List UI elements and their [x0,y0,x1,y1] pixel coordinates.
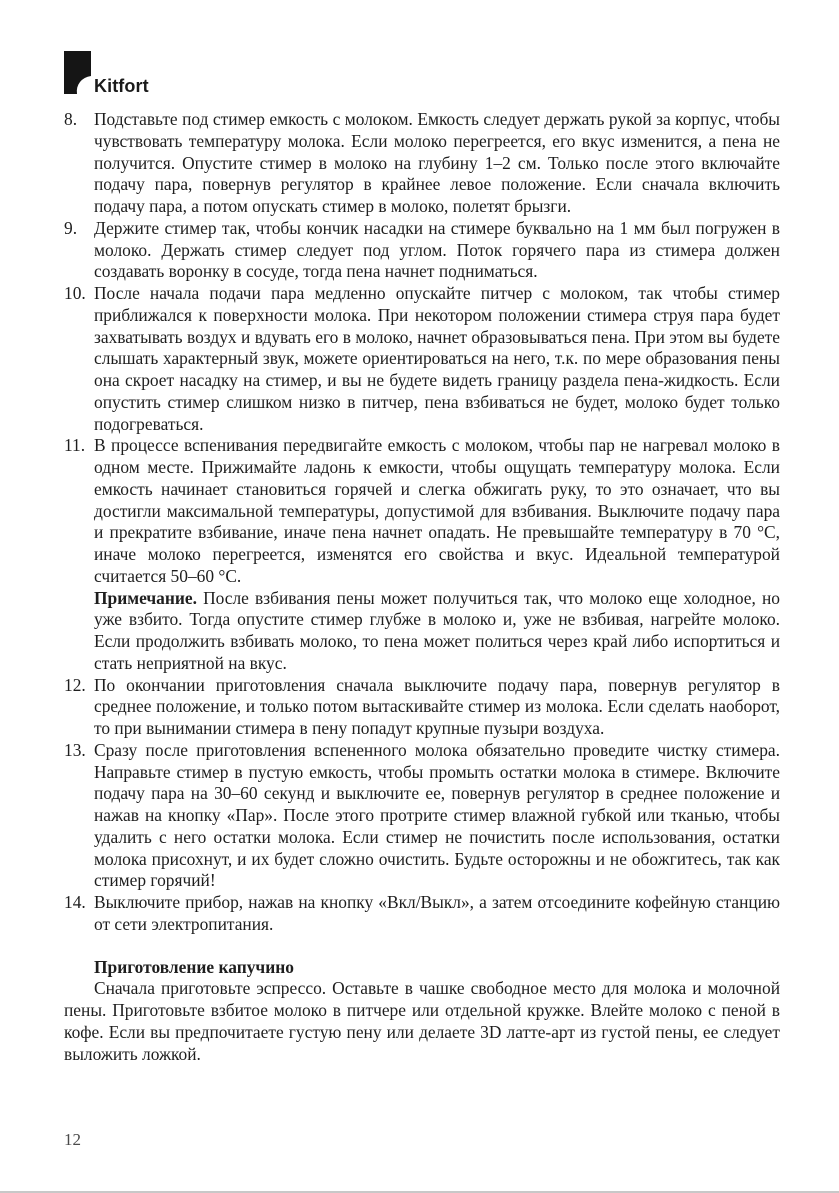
step-item [64,283,780,435]
step-number: 10. [64,283,86,303]
step-item [64,109,780,218]
step-item [64,675,780,740]
step-item [64,435,780,587]
step-text: Подставьте под стимер емкость с молоком. Емкость следует держать рукой за корпус, чтобы чувствовать температуру молока. Если молоко перегреется, его вкус изменится, а пена не получится. Опустите стимер в молоко на глубину 1–2 см. Только после этого включайте подачу пара, повернув регулятор в крайнее левое положение. Если сначала включить подачу пара, а потом опускать стимер в молоко, полетят брызги. [94,109,780,216]
note-label: Примечание. [94,587,197,608]
step-text: Держите стимер так, чтобы кончик насадки на стимере буквально на 1 мм был погружен в молоко. Держать стимер следует под углом. Поток горячего пара из стимера должен создавать воронку в сосуде, тогда пена начнет подниматься. [94,217,780,282]
step-text: Сразу после приготовления вспененного молока обязательно проведите чистку стимера. Направьте стимер в пустую емкость, чтобы промыть остатки молока в стимере. Включите подачу пара на 30–60 секунд и выключите ее, повернув регулятор в среднее положение и нажав на кнопку «Пар». После этого протрите стимер влажной губкой или тканью, чтобы удалить с него остатки молока. Если стимер не почистить после использования, остатки молока присохнут, и их будет сложно очистить. Будьте осторожны и не обожгитесь, так как стимер горячий! [94,739,780,891]
page-content [64,109,780,1065]
step-number: 14. [64,892,86,912]
step-text: По окончании приготовления сначала выключите подачу пара, повернув регулятор в среднее положение, и только потом вытаскивайте стимер из молока. Если сделать наоборот, то при вынимании стимера в пену попадут крупные пузыри воздуха. [94,674,780,738]
brand-name: Kitfort [94,76,149,96]
step-number: 11. [64,435,86,456]
step-number: 12. [64,674,86,695]
kitfort-logo-icon [64,48,94,94]
step-text: Выключите прибор, нажав на кнопку «Вкл/Выкл», а затем отсоедините кофейную станцию от сети электропитания. [94,892,780,934]
step-number: 8. [64,109,78,129]
section-body: Сначала приготовьте эспрессо. Оставьте в чашке свободное место для молока и молочной пены. Приготовьте взбитое молоко в питчере или отдельной кружке. Влейте молоко с пеной в кофе. Если вы предпочитаете густую пену или делаете 3D латте-арт из густой пены, ее следует выложить ложкой. [64,978,780,1064]
note-text: После взбивания пены может получиться так, что молоко еще холодное, но уже взбито. Тогда опустите стимер глубже в молоко и, уже не взбивая, нагрейте молоко. Если продолжить взбивать молоко, то пена может политься через край либо испортиться и стать неприятной на вкус. [94,587,780,673]
step-item [64,218,780,283]
step-number: 9. [64,217,78,238]
step-item [64,892,780,936]
step-item [64,740,780,892]
note-paragraph [64,588,780,675]
step-number: 13. [64,739,86,760]
section-heading: Приготовление капучино [94,956,294,977]
step-text: После начала подачи пара медленно опускайте питчер с молоком, так чтобы стимер приближался к поверхности молока. При некотором положении стимера струя пара будет захватывать воздух и вдувать его в молоко, начнет образовываться пена. При этом вы будете слышать характерный звук, можете ориентироваться на него, т.к. по мере образования пены она скроет насадку на стимер, и вы не будете видеть границу раздела пена-жидкость. Если опустить стимер слишком низко в питчер, пена взбиваться не будет, молоко будет только подогреваться. [94,283,780,434]
page-number: 12 [64,1130,81,1149]
step-text: В процессе вспенивания передвигайте емкость с молоком, чтобы пар не нагревал молоко в одном месте. Прижимайте ладонь к емкости, чтобы ощущать температуру молока. Если емкость начинает становиться горячей и слегка обжигать руку, то это означает, что вы достигли максимальной температуры, допустимой для взбивания. Выключите подачу пара и прекратите взбивание, иначе пена начнет опадать. Не превышайте температуру в 70 °С, иначе молоко перегреется, изменятся его свойства и вкус. Идеальной температурой считается 50–60 °С. [94,435,780,586]
